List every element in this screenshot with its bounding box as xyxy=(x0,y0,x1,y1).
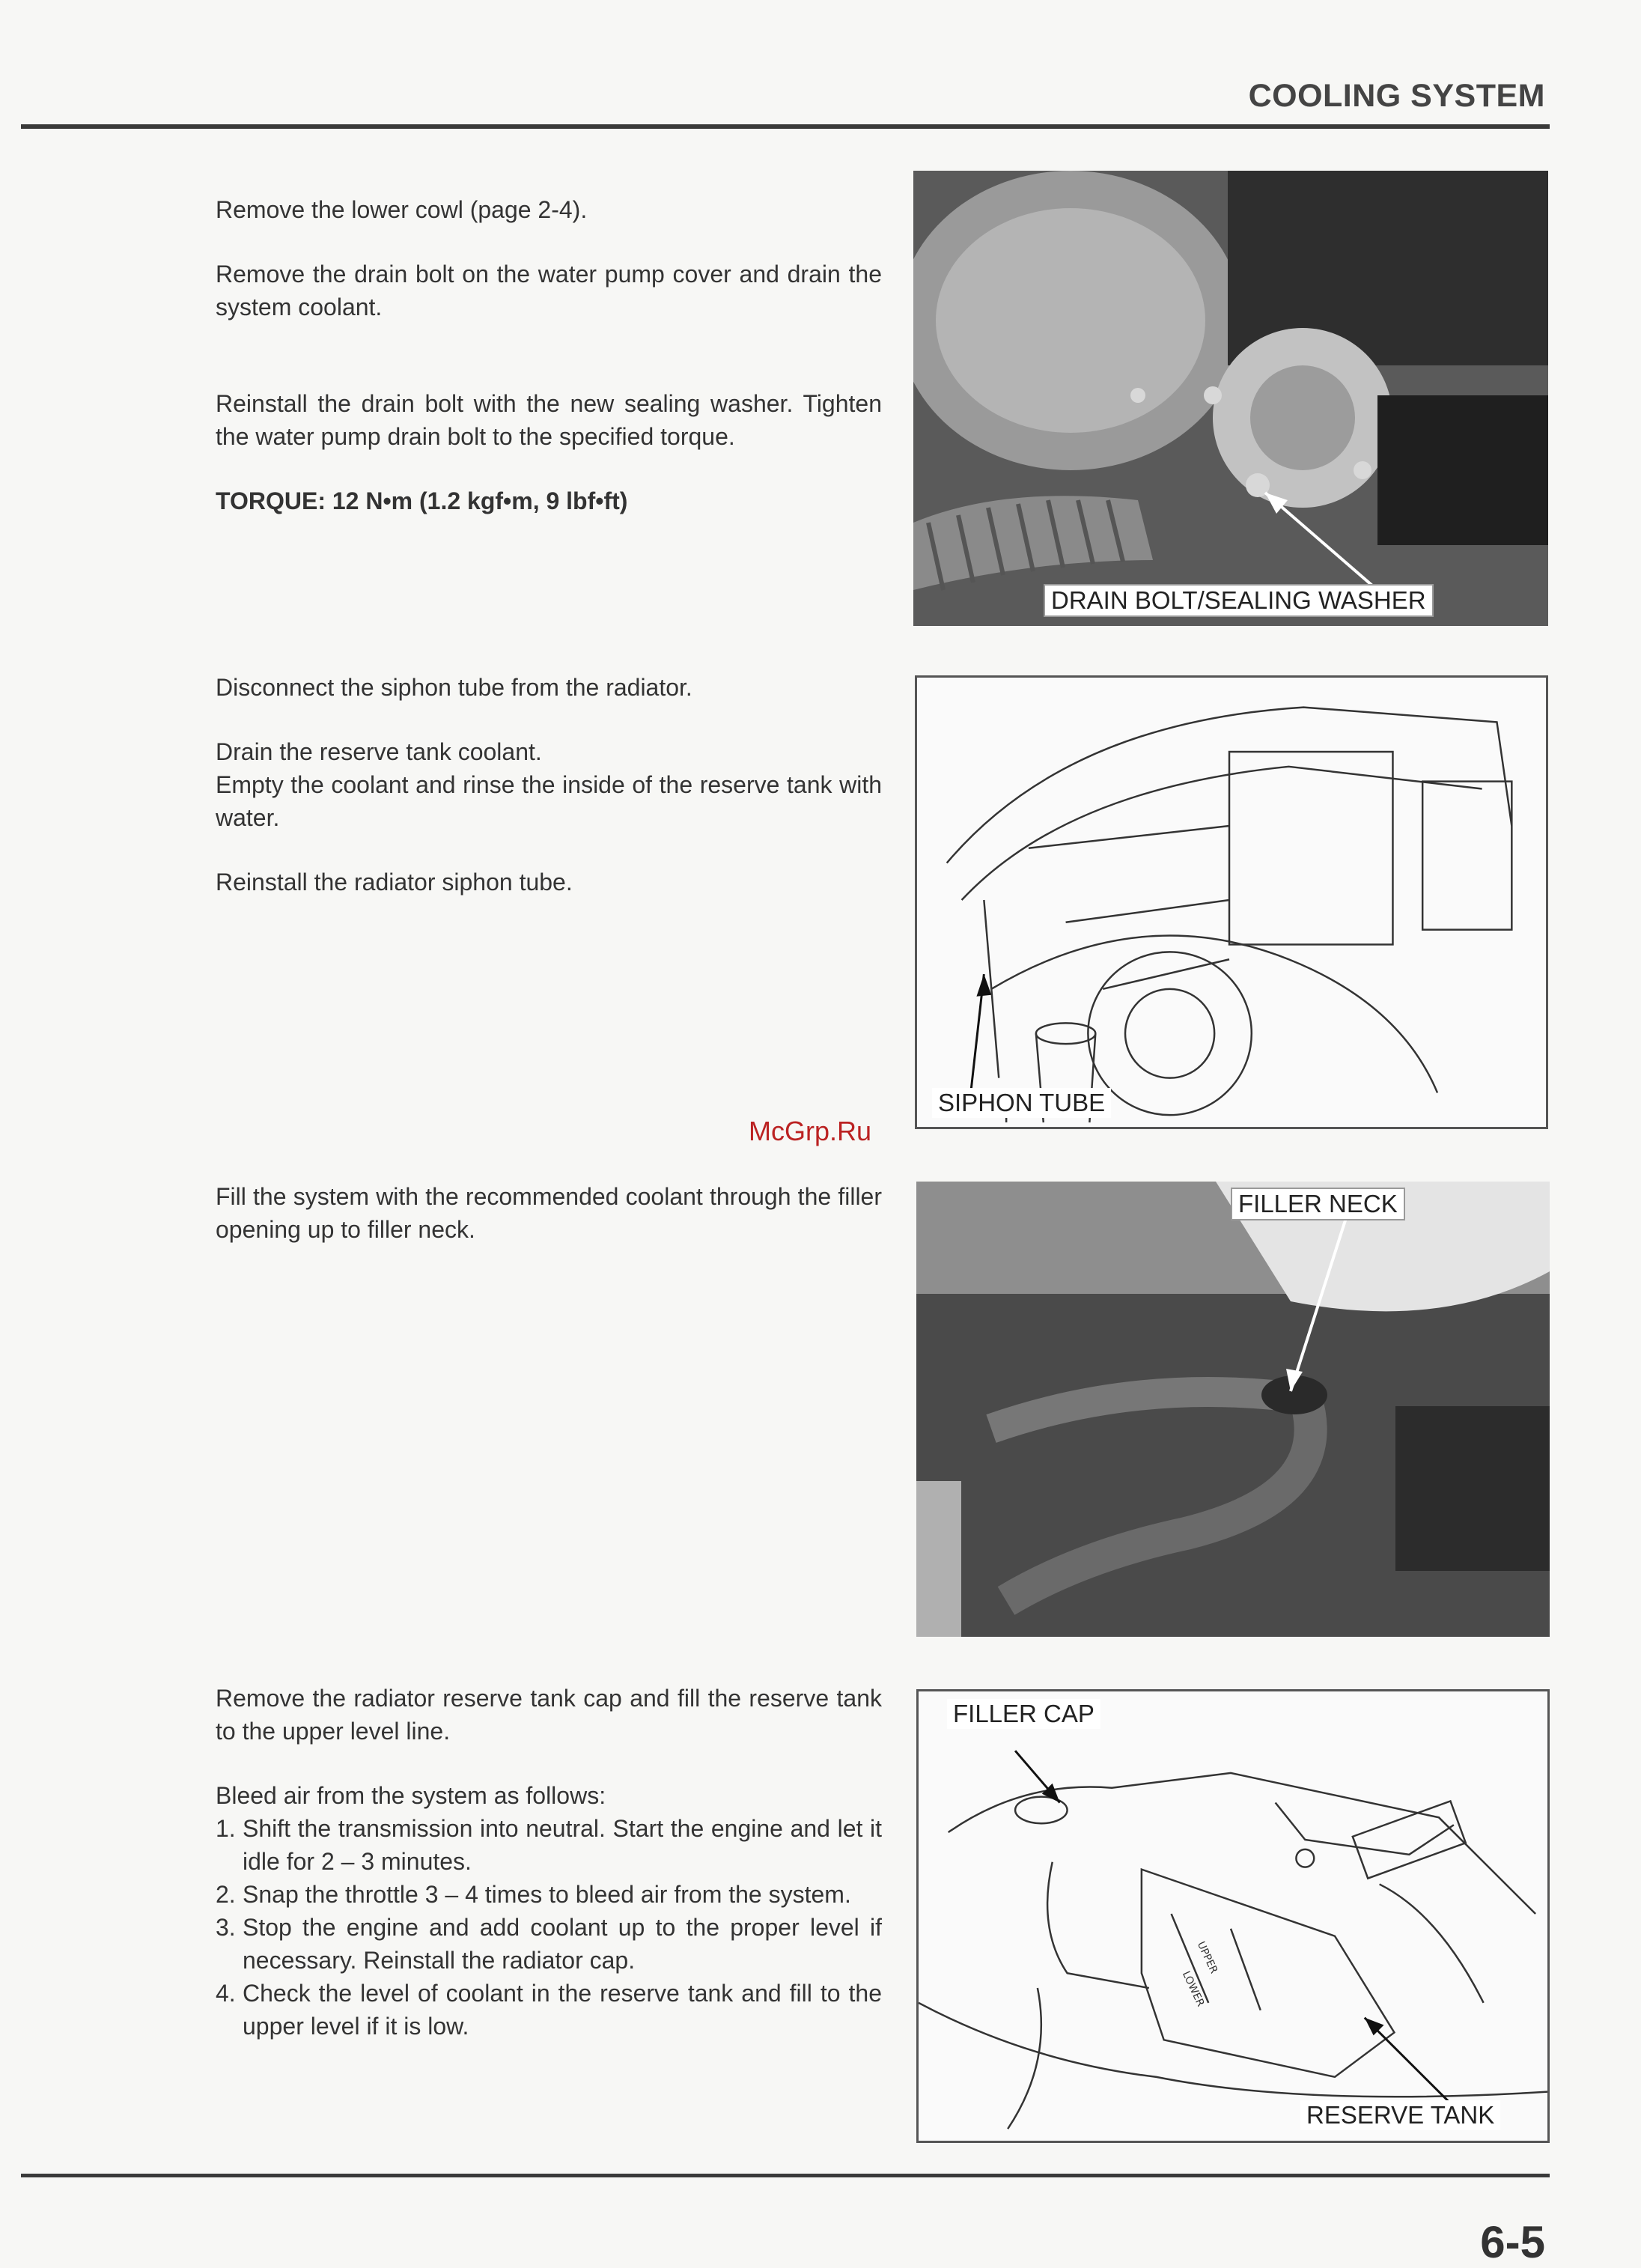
figure-callout-filler-neck: FILLER NECK xyxy=(1231,1188,1405,1220)
page-number: 6-5 xyxy=(1480,2217,1545,2267)
reserve-tank-drawing xyxy=(916,1689,1550,2143)
list-item: 4. Check the level of coolant in the reserve tank and fill to the upper level if it is low. xyxy=(216,1980,882,2040)
torque-spec: TORQUE: 12 N•m (1.2 kgf•m, 9 lbf•ft) xyxy=(216,487,628,514)
tank-mark-upper: UPPER xyxy=(1194,1939,1220,1976)
section-siphon-text xyxy=(216,671,882,899)
footer-divider xyxy=(21,2174,1550,2177)
siphon-tube-drawing xyxy=(915,675,1548,1129)
instruction-paragraph: Reinstall the drain bolt with the new sealing washer. Tighten the water pump drain bolt to the specified torque. xyxy=(216,390,882,450)
list-item: 3. Stop the engine and add coolant up to the proper level if necessary. Reinstall the radiator cap. xyxy=(216,1914,882,1974)
engine-photo-illustration xyxy=(913,171,1548,626)
section-drain-text xyxy=(216,193,882,517)
bleed-steps-list xyxy=(216,1812,882,2043)
figure-callout-drain-bolt: DRAIN BOLT/SEALING WASHER xyxy=(1044,584,1434,617)
filler-neck-photo-illustration xyxy=(916,1182,1550,1637)
filler-neck-photo xyxy=(916,1182,1550,1637)
list-item: 2. Snap the throttle 3 – 4 times to bleed air from the system. xyxy=(216,1881,851,1908)
drain-bolt-photo xyxy=(913,171,1548,626)
reserve-tank-line-drawing xyxy=(919,1691,1547,2141)
instruction-paragraph: Remove the drain bolt on the water pump cover and drain the system coolant. xyxy=(216,261,882,320)
instruction-paragraph: Disconnect the siphon tube from the radiator. xyxy=(216,674,692,701)
instruction-paragraph: Bleed air from the system as follows: xyxy=(216,1782,606,1809)
instruction-paragraph: Remove the radiator reserve tank cap and fill the reserve tank to the upper level line. xyxy=(216,1685,882,1745)
instruction-paragraph: Fill the system with the recommended coolant through the filler opening up to filler neck. xyxy=(216,1183,882,1243)
instruction-paragraph: Reinstall the radiator siphon tube. xyxy=(216,869,573,896)
instruction-paragraph: Remove the lower cowl (page 2-4). xyxy=(216,196,588,223)
engine-line-drawing xyxy=(917,678,1546,1127)
instruction-paragraph: Drain the reserve tank coolant. xyxy=(216,738,542,765)
section-reserve-tank-text xyxy=(216,1682,882,2043)
page-title: COOLING SYSTEM xyxy=(1248,78,1545,114)
list-item: 1. Shift the transmission into neutral. Start the engine and let it idle for 2 – 3 minutes. xyxy=(216,1815,882,1875)
section-fill-text xyxy=(216,1180,882,1246)
header-divider xyxy=(21,124,1550,129)
figure-callout-reserve-tank: RESERVE TANK xyxy=(1300,2100,1500,2130)
figure-callout-siphon-tube: SIPHON TUBE xyxy=(932,1088,1111,1118)
watermark-text: McGrp.Ru xyxy=(749,1116,872,1146)
tank-mark-lower: LOWER xyxy=(1179,1969,1207,2009)
figure-callout-filler-cap: FILLER CAP xyxy=(947,1699,1100,1729)
instruction-paragraph: Empty the coolant and rinse the inside of the reserve tank with water. xyxy=(216,771,882,831)
